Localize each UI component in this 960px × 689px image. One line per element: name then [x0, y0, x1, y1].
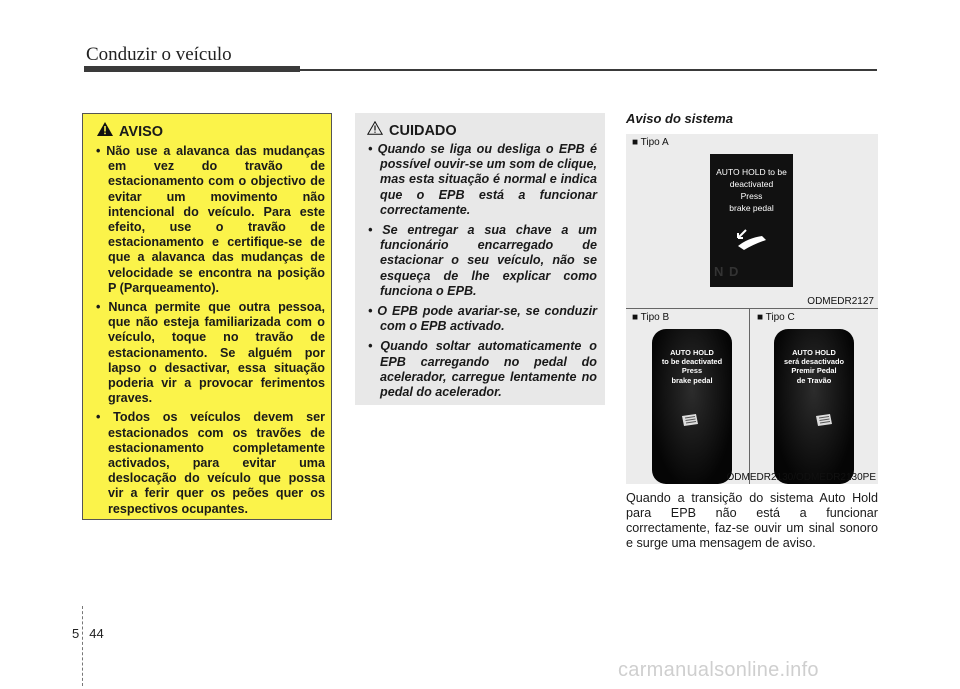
type-b-message	[656, 348, 728, 385]
warning-triangle-icon	[97, 122, 113, 141]
warning-item: • Todos os veículos devem ser estacionados com os travões de estacionamento completamente activados, para evitar uma deslocação do veículo que possa vir a ferir quer os peões quer os respectivos ocupantes.	[96, 410, 325, 516]
type-b-line: AUTO HOLD	[670, 348, 714, 357]
type-a-display	[710, 154, 793, 287]
caution-header	[367, 121, 457, 140]
warning-item: • Nunca permite que outra pessoa, que não esteja familiarizada com o veículo, toque no travão de estacionamento. Se alguém por lapso o desactivar, essa situação poderia vir a provocar ferimentos graves.	[96, 300, 325, 406]
section-title: Aviso do sistema	[626, 111, 733, 126]
type-a-label: ■ Tipo A	[632, 137, 669, 148]
page-number-value: 44	[89, 626, 104, 641]
warning-item: • Não use a alavanca das mudanças em vez do travão de estacionamento com o objectivo de evitar um movimento não intencional do veículo. Para este efeito, use o travão de estacionamento e certifique-se de que a alavanca das mudanças de velocidade se encontra na posição P (Parqueamento).	[96, 144, 325, 295]
caution-item: • O EPB pode avariar-se, se conduzir com o EPB activado.	[368, 304, 597, 334]
caution-title: CUIDADO	[389, 122, 457, 139]
type-b-line: Press	[681, 366, 703, 376]
watermark: carmanualsonline.info	[618, 659, 819, 681]
caution-item: • Se entregar a sua chave a um funcionário encarregado de estacionar o seu veículo, não se esqueça de lhe explicar como funciona o EPB.	[368, 223, 597, 298]
warning-header	[97, 122, 163, 141]
type-a-line: deactivated	[729, 179, 774, 189]
caution-box	[355, 113, 605, 405]
type-b-label: ■ Tipo B	[632, 312, 670, 323]
warning-list	[89, 144, 325, 521]
type-c-display	[774, 329, 854, 484]
caution-triangle-icon	[367, 121, 383, 140]
cluster-figure	[626, 134, 878, 484]
figure-code-bc: ODMEDR2130/ODMEDR2130PE	[726, 472, 876, 483]
warning-title: AVISO	[119, 123, 164, 140]
type-c-message	[778, 348, 850, 385]
page-header-title: Conduzir o veículo	[86, 44, 232, 65]
page-number	[72, 626, 104, 641]
type-b-line: to be deactivated	[661, 357, 723, 367]
type-a-message	[712, 166, 791, 214]
footer-divider	[82, 606, 83, 686]
caution-list	[361, 142, 597, 405]
brake-pedal-icon	[680, 413, 700, 432]
brake-pedal-icon	[814, 413, 834, 432]
type-c-line: Premir Pedal	[791, 366, 837, 376]
body-paragraph: Quando a transição do sistema Auto Hold para EPB não está a funcionar correctamente, faz-se ouvir um sinal sonoro e surge uma mensagem de aviso.	[626, 491, 878, 550]
figure-divider-vertical	[749, 309, 750, 484]
type-c-label: ■ Tipo C	[757, 312, 795, 323]
foot-on-pedal-icon	[732, 228, 772, 257]
header-bar	[84, 66, 300, 72]
figure-divider	[626, 308, 878, 309]
type-a-line: Press	[740, 191, 763, 201]
type-a-line: AUTO HOLD to be	[716, 167, 787, 177]
gear-indicator: N D	[714, 264, 740, 279]
figure-code-a: ODMEDR2127	[807, 296, 874, 307]
type-c-line: AUTO HOLD	[792, 348, 836, 357]
caution-item: • Quando soltar automaticamente o EPB carregando no pedal do acelerador, carregue lentamente no pedal do acelerador.	[368, 339, 597, 400]
type-c-line: de Travão	[796, 375, 832, 385]
chapter-number: 5	[72, 626, 80, 641]
type-a-line: brake pedal	[729, 203, 774, 213]
type-b-line: brake pedal	[671, 375, 713, 385]
warning-box	[82, 113, 332, 520]
type-c-line: será desactivado	[784, 357, 844, 367]
type-b-display	[652, 329, 732, 484]
header-rule	[300, 69, 877, 71]
caution-item: • Quando se liga ou desliga o EPB é possível ouvir-se um som de clique, mas esta situação é normal e indica que o EPB está a funcionar correctamente.	[368, 142, 597, 217]
